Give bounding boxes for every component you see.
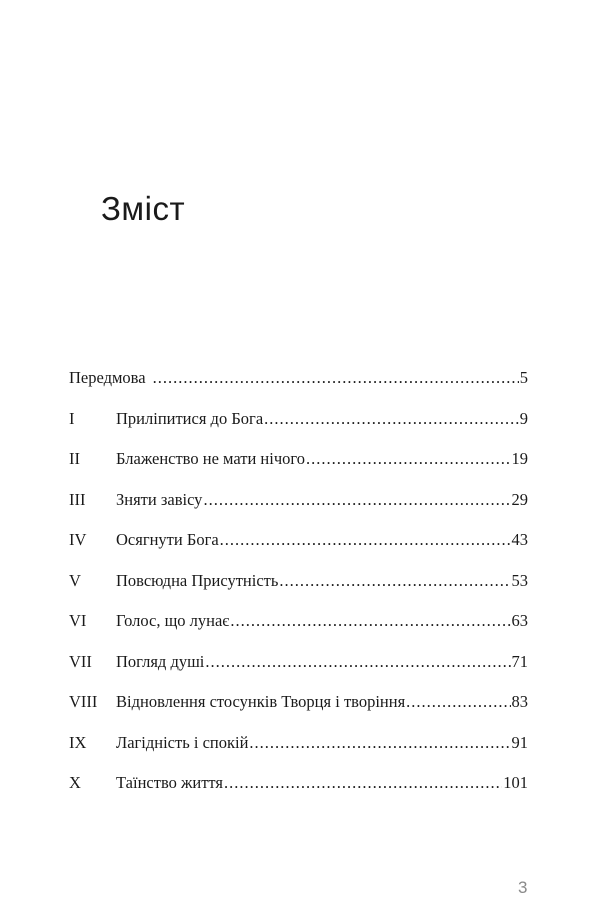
toc-entry-number: II xyxy=(69,449,80,468)
toc-entry-number: VII xyxy=(69,651,92,671)
dot-leader xyxy=(220,530,511,550)
toc-entry-title: Приліпитися до Бога xyxy=(116,408,264,428)
toc-entry-page: 9 xyxy=(519,408,528,428)
toc-entry-page: 5 xyxy=(519,368,528,387)
toc-entry-page: 43 xyxy=(511,530,528,549)
toc-entry-number: VIII xyxy=(69,692,98,711)
toc-entry-number: IX xyxy=(69,732,87,752)
toc-entry-number: V xyxy=(69,570,81,590)
toc-entry-preface[interactable] xyxy=(69,368,528,409)
toc-entry-title: Зняти завісу xyxy=(116,489,203,509)
toc-entry-chapter-7[interactable] xyxy=(69,652,528,693)
toc-entry-page: 91 xyxy=(511,732,528,752)
toc-entry-title: Лагідність і спокій xyxy=(116,732,249,752)
toc-entry-number: IV xyxy=(69,530,87,549)
dot-leader xyxy=(203,490,510,510)
dot-leader xyxy=(306,449,511,469)
toc-entry-chapter-9[interactable] xyxy=(69,733,528,774)
page-number: 3 xyxy=(518,878,528,897)
toc-entry-page: 83 xyxy=(511,692,528,711)
toc-entry-title: Повсюдна Присутність xyxy=(116,570,279,590)
toc-entry-chapter-5[interactable] xyxy=(69,571,528,612)
toc-entry-chapter-10[interactable] xyxy=(69,773,528,814)
toc-entry-page: 19 xyxy=(511,449,528,468)
dot-leader xyxy=(279,571,510,591)
toc-entry-title: Таїнство життя xyxy=(116,773,224,792)
toc-entry-page: 29 xyxy=(511,489,528,509)
toc-entry-number: III xyxy=(69,489,86,509)
toc-entry-chapter-1[interactable] xyxy=(69,409,528,450)
toc-entry-title: Передмова xyxy=(69,368,146,387)
dot-leader xyxy=(230,611,510,631)
toc-entry-chapter-8[interactable] xyxy=(69,692,528,733)
table-of-contents xyxy=(69,368,528,814)
toc-entry-number: X xyxy=(69,773,81,792)
page-title: Зміст xyxy=(101,190,186,227)
toc-entry-title: Погляд душі xyxy=(116,651,205,671)
toc-entry-chapter-6[interactable] xyxy=(69,611,528,652)
dot-leader xyxy=(224,773,502,793)
toc-entry-page: 101 xyxy=(503,773,528,792)
toc-entry-page: 63 xyxy=(511,611,528,630)
dot-leader xyxy=(406,692,510,712)
toc-entry-number: VI xyxy=(69,611,87,630)
toc-entry-page: 71 xyxy=(511,651,528,671)
toc-entry-title: Осягнути Бога xyxy=(116,530,219,549)
dot-leader xyxy=(205,652,510,672)
toc-entry-chapter-4[interactable] xyxy=(69,530,528,571)
toc-entry-title: Голос, що лунає xyxy=(116,611,230,630)
toc-entry-chapter-2[interactable] xyxy=(69,449,528,490)
toc-entry-title: Відновлення стосунків Творця і творіння xyxy=(116,692,406,711)
toc-entry-chapter-3[interactable] xyxy=(69,490,528,531)
dot-leader xyxy=(264,409,519,429)
dot-leader xyxy=(153,368,519,388)
toc-entry-title: Блаженство не мати нічого xyxy=(116,449,305,468)
toc-entry-page: 53 xyxy=(511,570,528,590)
toc-entry-number: I xyxy=(69,408,75,428)
dot-leader xyxy=(249,733,510,753)
